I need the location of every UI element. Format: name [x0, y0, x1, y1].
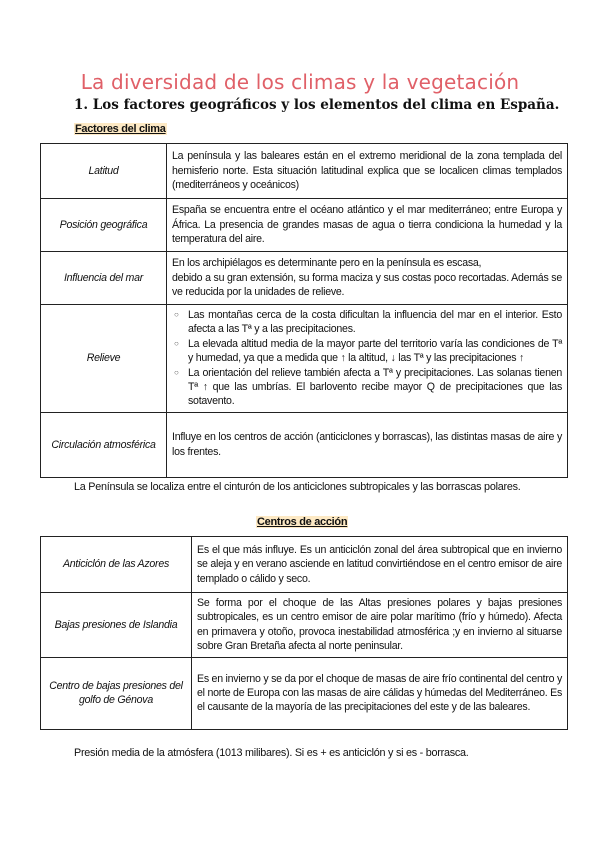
row-value: Influye en los centros de acción (anticiclones y borrascas), las distintas masas de aire y los frentes.	[167, 412, 568, 477]
factores-label: Factores del clima	[75, 123, 166, 135]
row-key: Centro de bajas presiones del golfo de Génova	[41, 657, 192, 729]
row-value-line: debido a su gran extensión, su forma maciza y sus costas poco recortadas. Además se ve reducida por la unidades de relieve.	[172, 271, 562, 299]
row-key: Circulación atmosférica	[41, 412, 167, 477]
row-key: Posición geográfica	[41, 199, 167, 252]
table-row	[41, 305, 568, 413]
row-key: Bajas presiones de Islandia	[41, 593, 192, 658]
factores-table	[40, 143, 568, 478]
bullet-list	[172, 308, 562, 409]
row-value: España se encuentra entre el océano atlántico y el mar mediterráneo; entre Europa y África. La presencia de grandes masas de agua o tierra condiciona la humedad y la temperatura del aire.	[167, 199, 568, 252]
row-key: Anticiclón de las Azores	[41, 537, 192, 593]
row-value	[167, 252, 568, 305]
table-row	[41, 144, 568, 199]
row-key: Latitud	[41, 144, 167, 199]
centros-table	[40, 536, 568, 730]
table-row	[41, 199, 568, 252]
table-row	[41, 593, 568, 658]
centros-label: Centros de acción	[257, 516, 348, 528]
table-row	[41, 657, 568, 729]
table-row	[41, 537, 568, 593]
table-row	[41, 252, 568, 305]
row-value: Se forma por el choque de las Altas presiones polares y bajas presiones subtropicales, es un centro emisor de aire polar marítimo (frío y húmedo). Afecta en primavera y otoño, provoca inestabilidad atmosférica ;y en invierno al situarse sobre Gran Bretaña afecta al norte peninsular.	[192, 593, 568, 658]
document-title: La diversidad de los climas y la vegetación	[80, 70, 520, 94]
row-key: Relieve	[41, 305, 167, 413]
list-item: ○ La elevada altitud media de la mayor parte del territorio varía las condiciones de Tª y humedad, ya que a medida que ↑ la altitud, ↓ las Tª y las precipitaciones ↑	[188, 337, 562, 366]
list-item: ○ La orientación del relieve también afecta a Tª y precipitaciones. Las solanas tienen Tª ↑ que las umbrías. El barlovento recibe mayor Q de precipitaciones que las sotavento.	[188, 366, 562, 409]
row-value: Es en invierno y se da por el choque de masas de aire frío continental del centro y el norte de Europa con las masas de aire cálidas y húmedas del Mediterráneo. Es el causante de la mayoría de las precipitaciones del este y de las baleares.	[192, 657, 568, 729]
row-value: La península y las baleares están en el extremo meridional de la zona templada del hemisferio norte. Esta situación latitudinal explica que se localicen climas templados (mediterráneos y oceánicos)	[167, 144, 568, 199]
row-value: Es el que más influye. Es un anticiclón zonal del área subtropical que en invierno se aleja y en verano asciende en latitud convirtiéndose en el centro emisor de aire templado o cálido y seco.	[192, 537, 568, 593]
row-value-line: En los archipiélagos es determinante pero en la península es escasa,	[172, 257, 482, 270]
section-heading: 1. Los factores geográficos y los elementos del clima en España.	[74, 97, 560, 113]
table-row	[41, 412, 568, 477]
list-item: ○ Las montañas cerca de la costa dificultan la influencia del mar en el interior. Esto afecta a las Tª y a las precipitaciones.	[188, 308, 562, 337]
paragraph: La Península se localiza entre el cinturón de los anticiclones subtropicales y las borrascas polares.	[74, 481, 521, 493]
row-value	[167, 305, 568, 413]
paragraph: Presión media de la atmósfera (1013 milibares). Si es + es anticiclón y si es - borrasca.	[74, 747, 469, 759]
row-key: Influencia del mar	[41, 252, 167, 305]
